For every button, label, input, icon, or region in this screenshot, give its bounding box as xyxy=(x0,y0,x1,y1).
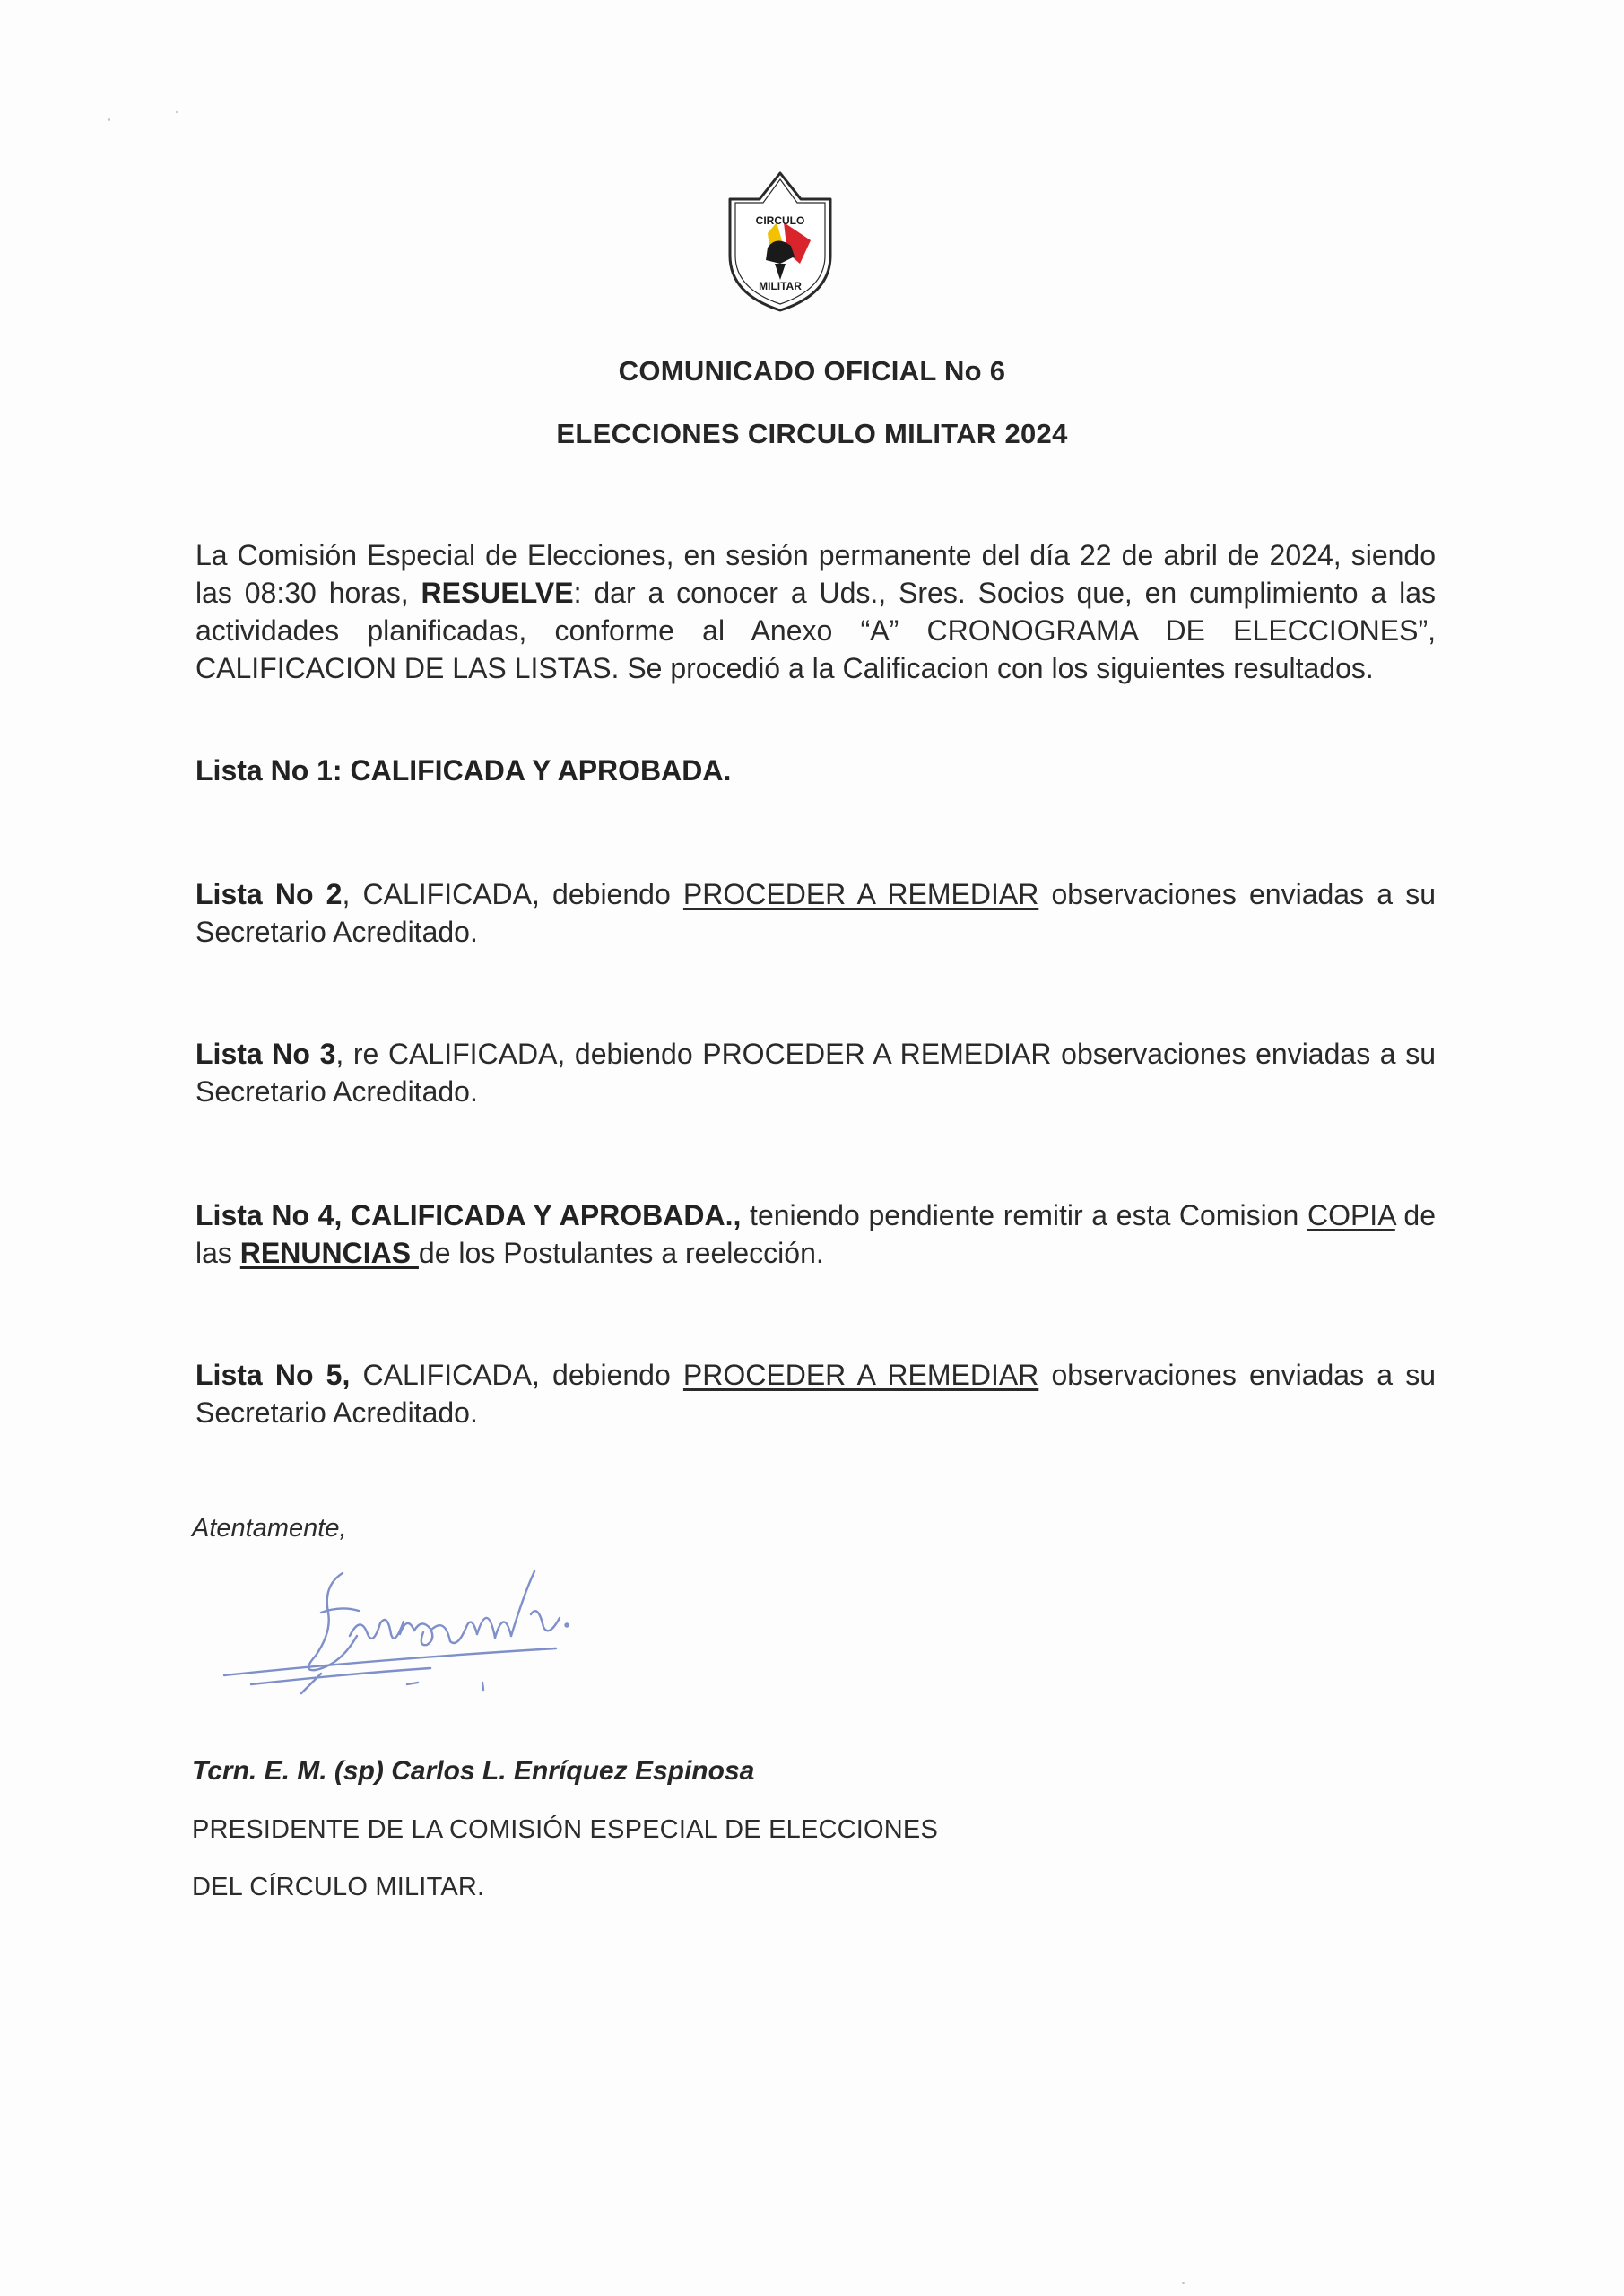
lista-4-result xyxy=(195,1196,1436,1272)
intro-text-1: La Comisión Especial de Elecciones, en sesión permanente del día 22 de abril de 2024, siendo las 08:30 horas, xyxy=(195,539,1436,609)
lista-4-text-2: de las xyxy=(195,1199,1437,1269)
lista-3-result xyxy=(195,1035,1436,1110)
scan-speck xyxy=(1182,2282,1185,2284)
emblem-text-top: CIRCULO xyxy=(755,214,805,227)
lista-4-label: Lista No 4, CALIFICADA Y APROBADA., xyxy=(195,1199,742,1231)
lista-3-text: , re CALIFICADA, debiendo PROCEDER A REMEDIAR observaciones enviadas a su Secretario Acreditado. xyxy=(195,1038,1437,1108)
lista-4-text-3: de los Postulantes a reelección. xyxy=(418,1237,824,1269)
lista-5-result xyxy=(195,1356,1436,1431)
lista-5-label: Lista No 5, xyxy=(195,1359,351,1391)
intro-text-2: : dar a conocer a Uds., Sres. Socios que, en cumplimiento a las actividades planificadas, conforme al Anexo “A” CRONOGRAMA DE ELECCIONES”, CALIFICACION DE LAS LISTAS. Se procedió a la Calificacion con los siguientes resultados. xyxy=(195,577,1437,684)
document-subtitle: ELECCIONES CIRCULO MILITAR 2024 xyxy=(556,418,1068,449)
closing-salutation: Atentamente, xyxy=(192,1514,347,1543)
signer-role-line-2: DEL CÍRCULO MILITAR. xyxy=(192,1873,485,1901)
lista-5-text-2: observaciones enviadas a su Secretario Acreditado. xyxy=(195,1359,1437,1429)
scan-speck xyxy=(176,111,178,113)
signer-name: Tcrn. E. M. (sp) Carlos L. Enríquez Espinosa xyxy=(192,1756,755,1786)
lista-2-result xyxy=(195,875,1436,951)
lista-4-copia: COPIA xyxy=(1307,1199,1395,1231)
intro-paragraph xyxy=(195,536,1436,687)
signer-role-line-1: PRESIDENTE DE LA COMISIÓN ESPECIAL DE ELECCIONES xyxy=(192,1815,939,1844)
lista-4-renuncias: RENUNCIAS xyxy=(239,1237,419,1269)
emblem-text-bottom: MILITAR xyxy=(759,280,802,292)
lista-2-text-1: , CALIFICADA, debiendo xyxy=(342,878,683,910)
document-title: COMUNICADO OFICIAL No 6 xyxy=(618,355,1006,387)
lista-2-label: Lista No 2 xyxy=(195,878,343,910)
lista-2-remediar: PROCEDER A REMEDIAR xyxy=(682,878,1039,910)
lista-3-label: Lista No 3 xyxy=(195,1038,336,1070)
handwritten-signature xyxy=(215,1559,699,1702)
lista-5-text-1: CALIFICADA, debiendo xyxy=(350,1359,683,1391)
lista-2-text-2: observaciones enviadas a su Secretario Acreditado. xyxy=(195,878,1437,948)
scan-speck xyxy=(108,118,110,121)
lista-4-text-1: teniendo pendiente remitir a esta Comision xyxy=(741,1199,1307,1231)
lista-1-text: Lista No 1: CALIFICADA Y APROBADA. xyxy=(195,754,732,787)
resuelve-keyword: RESUELVE xyxy=(421,577,574,609)
lista-5-remediar: PROCEDER A REMEDIAR xyxy=(682,1359,1039,1391)
circulo-militar-emblem-logo xyxy=(725,170,836,314)
lista-1-result xyxy=(195,752,1436,789)
